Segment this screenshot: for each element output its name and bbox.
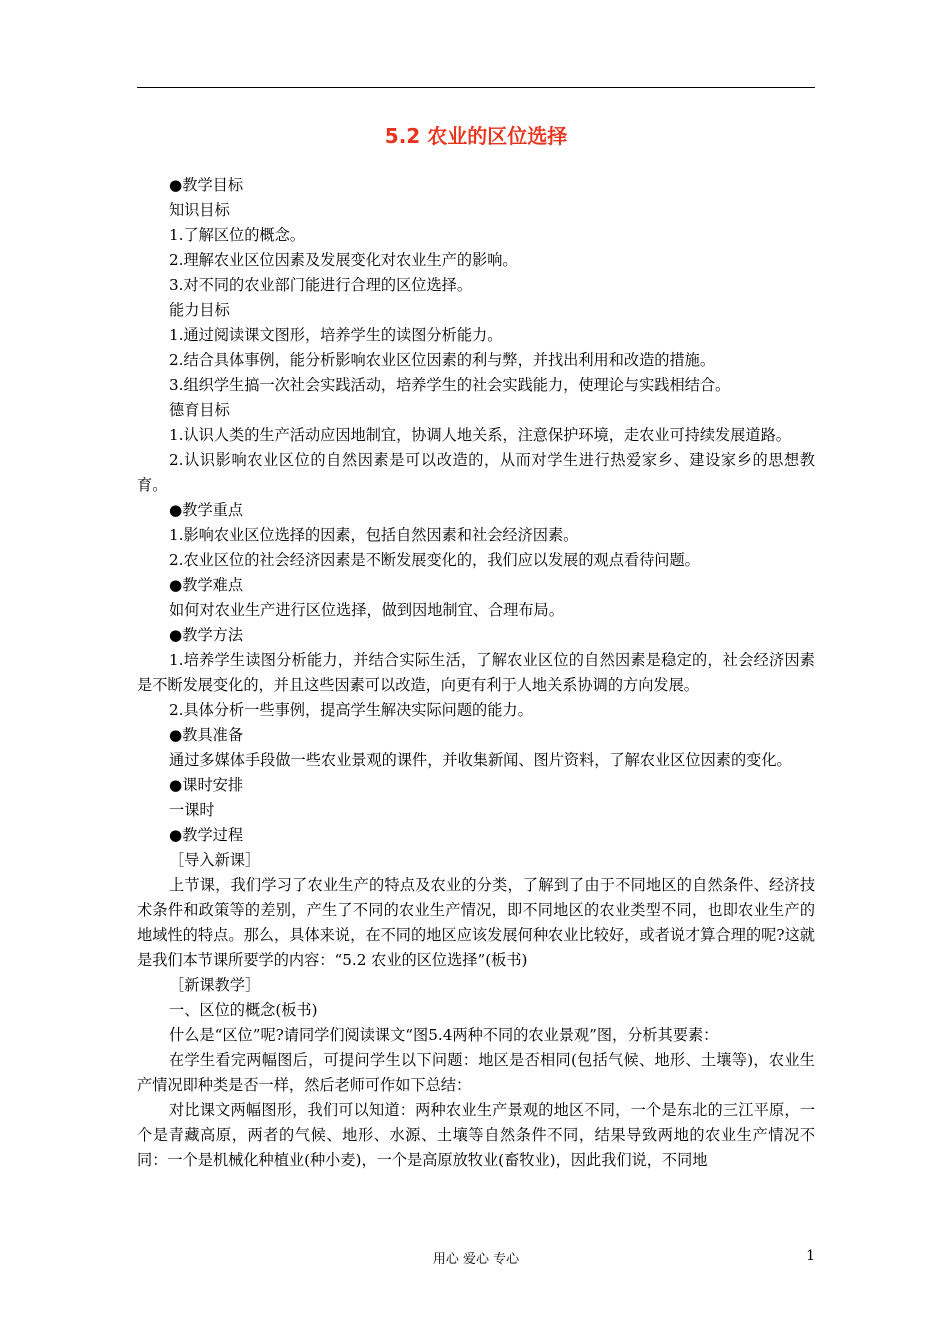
- paragraph: 在学生看完两幅图后，可提问学生以下问题：地区是否相同(包括气候、地形、土壤等)，农业生产情况即种类是否一样，然后老师可作如下总结：: [137, 1051, 815, 1094]
- heading-teaching-aids: ●教具准备: [169, 726, 244, 744]
- list-item: 1.认识人类的生产活动应因地制宜，协调人地关系，注意保护环境，走农业可持续发展道路。: [169, 426, 791, 444]
- document-body: [137, 173, 815, 1173]
- paragraph: 上节课，我们学习了农业生产的特点及农业的分类，了解到了由于不同地区的自然条件、经济技术条件和政策等的差别，产生了不同的农业生产情况，即不同地区的农业类型不同，也即农业生产的地域性的特点。那么，具体来说，在不同的地区应该发展何种农业比较好，或者说才算合理的呢?这就是我们本节课所要学的内容：“5.2 农业的区位选择”(板书): [137, 876, 815, 969]
- document-title: 5.2 农业的区位选择: [384, 124, 568, 148]
- subheading-moral-goals: 德育目标: [169, 401, 230, 419]
- section-label-intro: ［导入新课］: [169, 851, 261, 869]
- subheading-ability-goals: 能力目标: [169, 301, 230, 319]
- heading-teaching-methods: ●教学方法: [169, 626, 244, 644]
- list-item: 2.认识影响农业区位的自然因素是可以改造的，从而对学生进行热爱家乡、建设家乡的思想教育。: [137, 451, 815, 494]
- heading-difficult-points: ●教学难点: [169, 576, 244, 594]
- page-number: 1: [806, 1248, 815, 1264]
- heading-key-points: ●教学重点: [169, 501, 244, 519]
- paragraph: 如何对农业生产进行区位选择，做到因地制宜、合理布局。: [169, 601, 564, 619]
- list-item: 3.组织学生搞一次社会实践活动，培养学生的社会实践能力，使理论与实践相结合。: [169, 376, 731, 394]
- list-item: 1.影响农业区位选择的因素，包括自然因素和社会经济因素。: [169, 526, 579, 544]
- list-item: 1.培养学生读图分析能力，并结合实际生活，了解农业区位的自然因素是稳定的，社会经济因素是不断发展变化的，并且这些因素可以改造，向更有利于人地关系协调的方向发展。: [137, 651, 815, 694]
- paragraph: 一课时: [169, 801, 215, 819]
- paragraph: 什么是“区位”呢?请同学们阅读课文“图5.4两种不同的农业景观”图，分析其要素：: [169, 1026, 719, 1044]
- list-item: 3.对不同的农业部门能进行合理的区位选择。: [169, 276, 473, 294]
- page-footer: [137, 1248, 815, 1270]
- footer-text: 用心 爱心 专心: [432, 1252, 520, 1267]
- paragraph: 对比课文两幅图形，我们可以知道：两种农业生产景观的地区不同，一个是东北的三江平原，一个是青藏高原，两者的气候、地形、水源、土壤等自然条件不同，结果导致两地的农业生产情况不同：一个是机械化种植业(种小麦)，一个是高原放牧业(畜牧业)，因此我们说，不同地: [137, 1101, 815, 1169]
- heading-schedule: ●课时安排: [169, 776, 244, 794]
- section-heading-location-concept: 一、区位的概念(板书): [169, 1001, 318, 1019]
- list-item: 2.农业区位的社会经济因素是不断发展变化的，我们应以发展的观点看待问题。: [169, 551, 700, 569]
- paragraph: 通过多媒体手段做一些农业景观的课件，并收集新闻、图片资料，了解农业区位因素的变化。: [169, 751, 792, 769]
- heading-teaching-process: ●教学过程: [169, 826, 244, 844]
- list-item: 1.通过阅读课文图形，培养学生的读图分析能力。: [169, 326, 503, 344]
- list-item: 1.了解区位的概念。: [169, 226, 305, 244]
- list-item: 2.理解农业区位因素及发展变化对农业生产的影响。: [169, 251, 518, 269]
- section-label-new-lesson: ［新课教学］: [169, 976, 261, 994]
- header-rule: [137, 87, 815, 88]
- subheading-knowledge-goals: 知识目标: [169, 201, 230, 219]
- list-item: 2.具体分析一些事例，提高学生解决实际问题的能力。: [169, 701, 533, 719]
- list-item: 2.结合具体事例，能分析影响农业区位因素的利与弊，并找出利用和改造的措施。: [169, 351, 716, 369]
- heading-teaching-goals: ●教学目标: [169, 176, 244, 194]
